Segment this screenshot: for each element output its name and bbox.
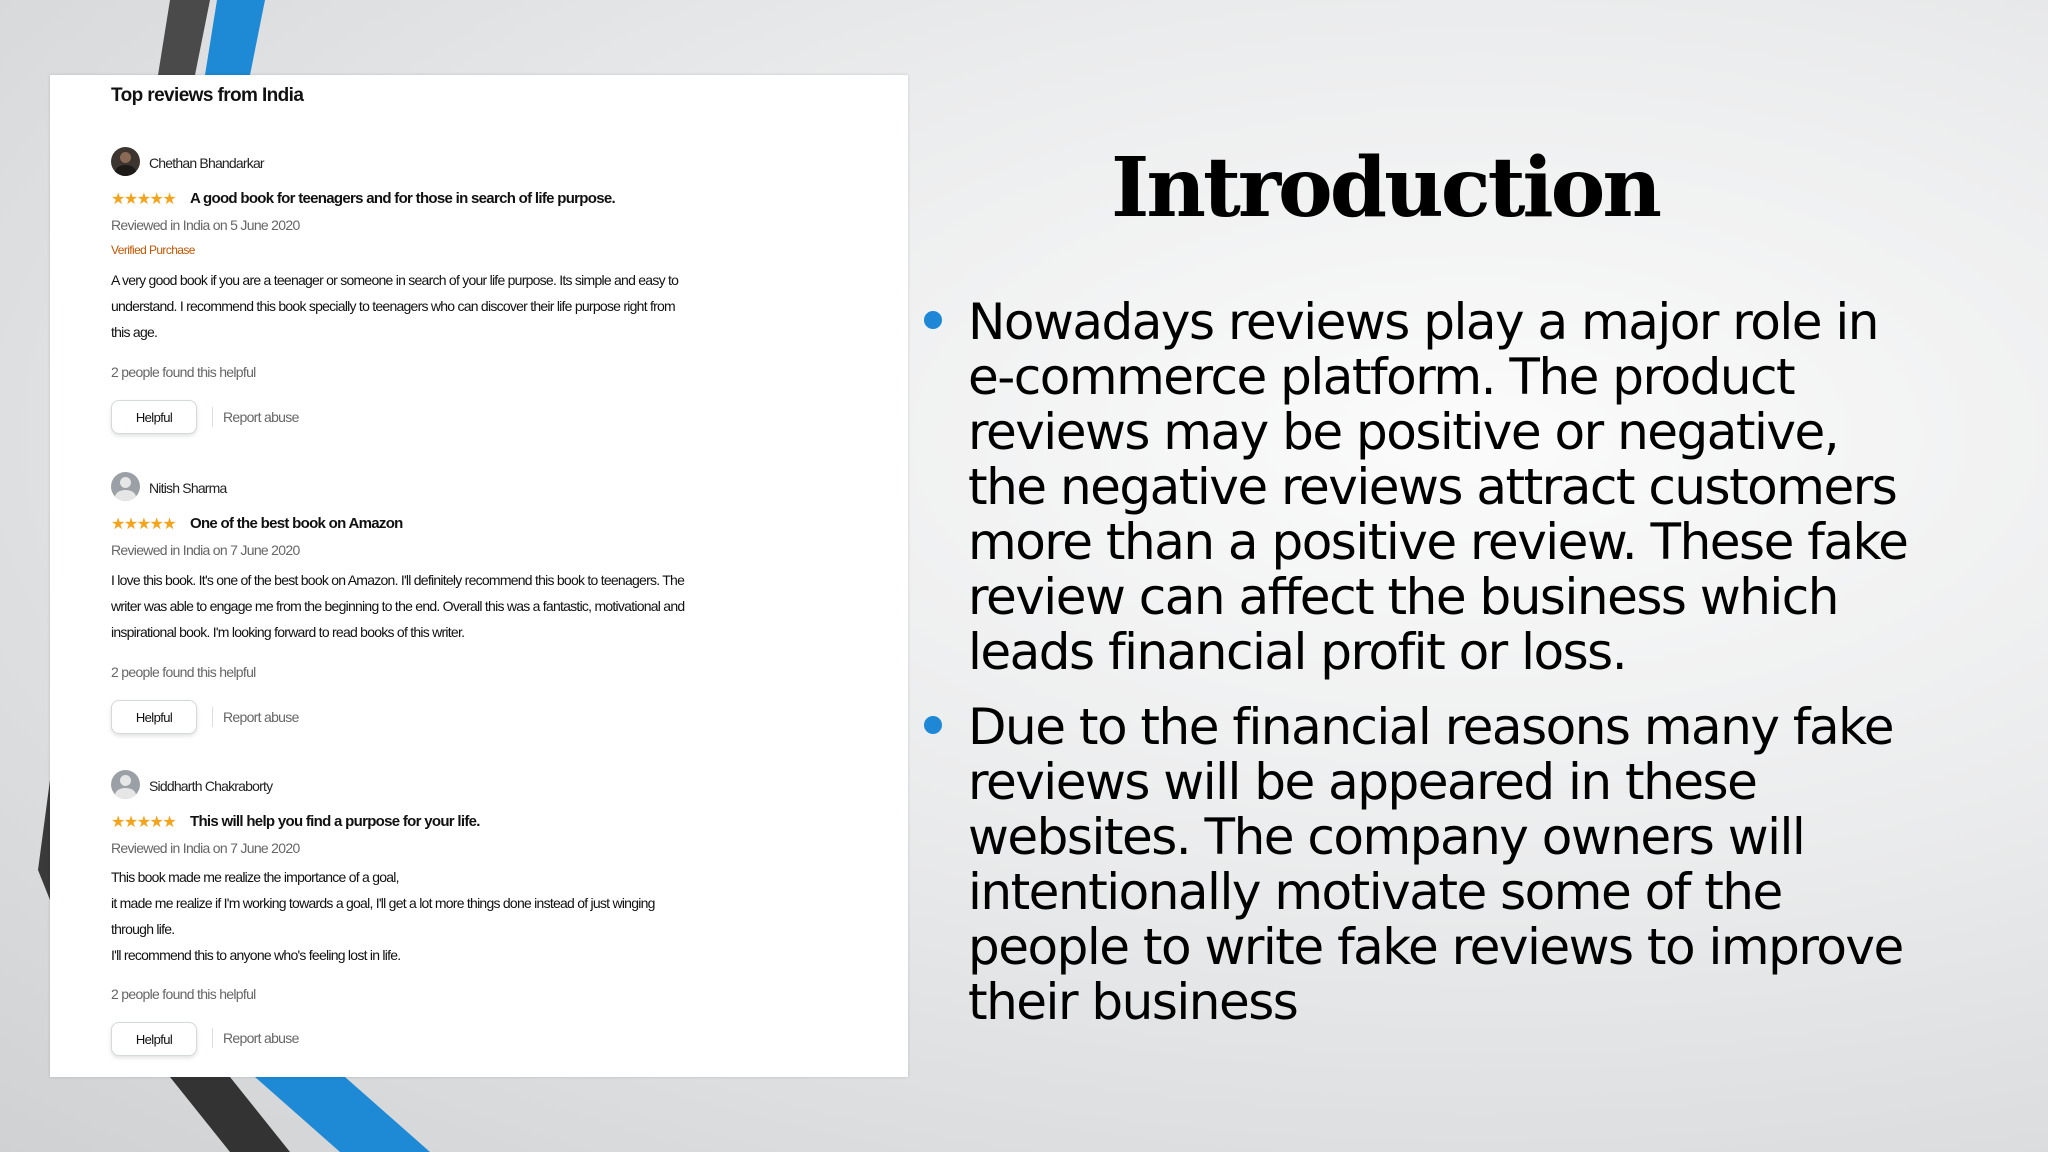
review-date: Reviewed in India on 5 June 2020 bbox=[111, 217, 300, 233]
star-rating-icon: ★★★★★ bbox=[111, 812, 176, 831]
helpful-count: 2 people found this helpful bbox=[111, 986, 256, 1002]
avatar bbox=[111, 770, 140, 799]
review-date: Reviewed in India on 7 June 2020 bbox=[111, 542, 300, 558]
review-body-line: I love this book. It's one of the best book on Amazon. I'll definitely recommend this book to teenagers. The bbox=[111, 572, 685, 588]
star-rating-icon: ★★★★★ bbox=[111, 514, 176, 533]
deco-dark-stripe-top bbox=[158, 0, 210, 75]
deco-dark-side bbox=[38, 780, 50, 900]
review-body bbox=[111, 267, 731, 345]
deco-blue-stripe-top bbox=[205, 0, 265, 75]
review-body-line: this age. bbox=[111, 324, 158, 340]
report-abuse-link[interactable]: Report abuse bbox=[212, 1028, 299, 1048]
avatar bbox=[111, 147, 140, 176]
star-rating-icon: ★★★★★ bbox=[111, 189, 176, 208]
helpful-button[interactable]: Helpful bbox=[111, 1022, 197, 1056]
bullet-line: review can affect the business which bbox=[968, 568, 1838, 626]
reviewer-name: Chethan Bhandarkar bbox=[149, 155, 264, 171]
reviewer-name: Nitish Sharma bbox=[149, 480, 227, 496]
bullet-text bbox=[968, 295, 2020, 680]
review-body-line: through life. bbox=[111, 921, 175, 937]
bullet-line: Nowadays reviews play a major role in bbox=[968, 293, 1878, 351]
verified-purchase-badge: Verified Purchase bbox=[111, 243, 195, 257]
bullet-line: websites. The company owners will bbox=[968, 808, 1805, 866]
deco-blue-stripe-bottom bbox=[255, 1077, 430, 1152]
slide-title: Introduction bbox=[1111, 140, 1659, 236]
bullet-line: leads financial profit or loss. bbox=[968, 623, 1627, 681]
report-abuse-link[interactable]: Report abuse bbox=[212, 407, 299, 427]
bullet-line: people to write fake reviews to improve bbox=[968, 918, 1903, 976]
bullet-item bbox=[920, 700, 2020, 1030]
report-abuse-link[interactable]: Report abuse bbox=[212, 707, 299, 727]
bullet-dot-icon bbox=[924, 716, 942, 734]
bullet-text bbox=[968, 700, 2020, 1030]
review-date: Reviewed in India on 7 June 2020 bbox=[111, 840, 300, 856]
bullet-line: reviews may be positive or negative, bbox=[968, 403, 1839, 461]
review-body-line: inspirational book. I'm looking forward to read books of this writer. bbox=[111, 624, 465, 640]
bullet-dot-icon bbox=[924, 311, 942, 329]
bullet-line: intentionally motivate some of the bbox=[968, 863, 1782, 921]
bullet-item bbox=[920, 295, 2020, 680]
reviews-screenshot bbox=[50, 75, 908, 1077]
reviewer-name: Siddharth Chakraborty bbox=[149, 778, 273, 794]
review-body bbox=[111, 567, 731, 645]
helpful-button[interactable]: Helpful bbox=[111, 700, 197, 734]
review-body-line: it made me realize if I'm working towards a goal, I'll get a lot more things done instead of just winging bbox=[111, 895, 655, 911]
bullet-list bbox=[920, 295, 2020, 1050]
review-body-line: This book made me realize the importance of a goal, bbox=[111, 869, 399, 885]
review-title[interactable]: This will help you find a purpose for your life. bbox=[190, 813, 480, 830]
review-body-line: writer was able to engage me from the beginning to the end. Overall this was a fantastic, motivational and bbox=[111, 598, 685, 614]
review-body-line: I'll recommend this to anyone who's feeling lost in life. bbox=[111, 947, 401, 963]
review-title[interactable]: A good book for teenagers and for those in search of life purpose. bbox=[190, 190, 615, 207]
helpful-button[interactable]: Helpful bbox=[111, 400, 197, 434]
review-body-line: understand. I recommend this book specially to teenagers who can discover their life purpose right from bbox=[111, 298, 675, 314]
review-item bbox=[111, 770, 831, 1070]
bullet-line: reviews will be appeared in these bbox=[968, 753, 1757, 811]
review-body-line: A very good book if you are a teenager or someone in search of your life purpose. Its simple and easy to bbox=[111, 272, 679, 288]
review-title[interactable]: One of the best book on Amazon bbox=[190, 515, 403, 532]
review-body bbox=[111, 864, 731, 968]
bullet-line: the negative reviews attract customers bbox=[968, 458, 1897, 516]
reviews-heading: Top reviews from India bbox=[111, 85, 304, 106]
avatar bbox=[111, 472, 140, 501]
helpful-count: 2 people found this helpful bbox=[111, 364, 256, 380]
helpful-count: 2 people found this helpful bbox=[111, 664, 256, 680]
bullet-line: their business bbox=[968, 973, 1298, 1031]
review-item bbox=[111, 147, 831, 447]
bullet-line: more than a positive review. These fake bbox=[968, 513, 1908, 571]
review-item bbox=[111, 472, 831, 762]
bullet-line: e-commerce platform. The product bbox=[968, 348, 1795, 406]
bullet-line: Due to the financial reasons many fake bbox=[968, 698, 1894, 756]
